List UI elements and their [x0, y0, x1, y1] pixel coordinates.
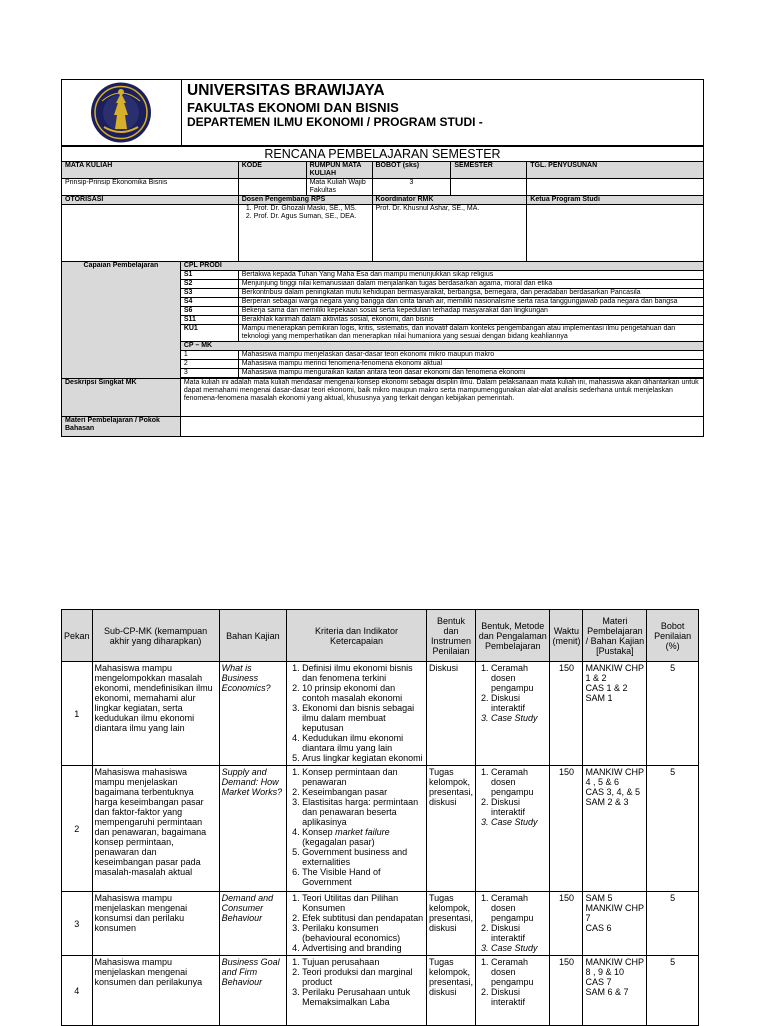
- bahan-kajian: Business Goal and Firm Behaviour: [219, 956, 286, 1026]
- logo-cell: [62, 80, 182, 145]
- bobot-value: 5: [647, 766, 699, 892]
- bahan-kajian-header: Bahan Kajian: [219, 610, 286, 662]
- rumpun-header: RUMPUN MATA KULIAH: [306, 162, 372, 179]
- department-name: DEPARTEMEN ILMU EKONOMI / PROGRAM STUDI -: [187, 115, 483, 129]
- kriteria-item: 3. Perilaku konsumen (behavioural economics): [302, 923, 424, 943]
- kriteria-item: 5. Arus lingkar kegiatan ekonomi: [302, 753, 424, 763]
- cpmk-text: Mahasiswa mampu menguraikan kaitan antara teori dasar ekonomi dan fenomena ekonomi: [238, 369, 703, 378]
- week-number: 4: [62, 956, 93, 1026]
- deskripsi-text: Mata kuliah ini adalah mata kuliah mendasar mengenai konsep ekonomi sebagai disiplin ilmu. Dalam pelaksanaan mata kuliah ini, mahasiswa akan dihantarkan untuk dapat memahami mengenai dasar-dasar teori ekonomi, baik mikro maupun makro serta mampumenggunakan alat-alat analisis sederhana untuk menjelaskan fenomena-fenomena masalah ekonomi yang aktual, khususnya yang terkait dengan kebijakan pemerintah.: [180, 379, 703, 417]
- cpmk-text: Mahasiswa mampu merinci fenomena-fenomena ekonomi aktual: [238, 360, 703, 369]
- materi-pustaka: MANKIW CHP 1 & 2 CAS 1 & 2 SAM 1: [583, 662, 647, 766]
- cpl-code: S6: [180, 307, 238, 316]
- cpl-text: Berakhlak karimah dalam aktivitas sosial, ekonomi, dan bisnis: [238, 316, 703, 325]
- waktu-value: 150: [550, 766, 583, 892]
- kriteria-list: [287, 766, 427, 892]
- cpl-code: S4: [180, 298, 238, 307]
- bobot-value: 3: [372, 179, 451, 196]
- table-row: [62, 956, 699, 1026]
- sub-cpmk: Mahasiswa mampu mengelompokkan masalah ekonomi, mendefinisikan ilmu ekonomi, memahami alur lingkar kegiatan, serta kedudukan ilmu ekonomi diantara ilmu yang lain: [92, 662, 219, 766]
- kriteria-item: 1. Konsep permintaan dan penawaran: [302, 767, 424, 787]
- deskripsi-label: Deskripsi Singkat MK: [62, 379, 181, 417]
- waktu-value: 150: [550, 956, 583, 1026]
- metode-item: 2. Diskusi interaktif: [491, 693, 547, 713]
- mata-kuliah-header: MATA KULIAH: [62, 162, 239, 179]
- metode-list: [475, 766, 549, 892]
- kode-header: KODE: [238, 162, 306, 179]
- bentuk-penilaian: Tugas kelompok, presentasi, diskusi: [426, 892, 475, 956]
- sub-cpmk: Mahasiswa mahasiswa mampu menjelaskan bagaimana terbentuknya harga keseimbangan pasar dan faktor-faktor yang mempengaruhi permintaan dan penawaran, bagaimana konsep permintaan, penawaran dan keseimbangan pasar pada masalah-masalah aktual: [92, 766, 219, 892]
- cpl-code: S11: [180, 316, 238, 325]
- semester-header: SEMESTER: [451, 162, 527, 179]
- kriteria-list: [287, 662, 427, 766]
- metode-list: [475, 892, 549, 956]
- metode-item: 1. Ceramah dosen pengampu: [491, 767, 547, 797]
- bahan-kajian: Demand and Consumer Behaviour: [219, 892, 286, 956]
- waktu-header: Waktu (menit): [550, 610, 583, 662]
- rumpun-value: Mata Kuliah Wajib Fakultas: [306, 179, 372, 196]
- bobot-value: 5: [647, 892, 699, 956]
- metode-item: 1. Ceramah dosen pengampu: [491, 957, 547, 987]
- kriteria-text: Konsep: [302, 827, 336, 837]
- koordinator-header: Koordinator RMK: [372, 196, 527, 205]
- kode-value: [238, 179, 306, 196]
- mata-kuliah-value: Prinsip-Prinsip Ekonomika Bisnis: [62, 179, 239, 196]
- document-header: [61, 79, 704, 146]
- pekan-header: Pekan: [62, 610, 93, 662]
- otorisasi-label: OTORISASI: [62, 196, 239, 205]
- kriteria-item: 1. Tujuan perusahaan: [302, 957, 424, 967]
- cpmk-text: Mahasiswa mampu menjelaskan dasar-dasar teori ekonomi mikro maupun makro: [238, 351, 703, 360]
- kriteria-item: 1. Teori Utilitas dan Pilihan Konsumen: [302, 893, 424, 913]
- table-row: [62, 892, 699, 956]
- kriteria-header: Kriteria dan Indikator Ketercapaian: [287, 610, 427, 662]
- kriteria-item: 3. Elastisitas harga: permintaan dan penawaran beserta aplikasinya: [302, 797, 424, 827]
- bentuk-penilaian: Tugas kelompok, presentasi, diskusi: [426, 956, 475, 1026]
- week-number: 2: [62, 766, 93, 892]
- dosen-pengembang-list: [238, 205, 372, 262]
- kriteria-item: 3. Perilaku Perusahaan untuk Memaksimalkan Laba: [302, 987, 424, 1007]
- kaprodi-header: Ketua Program Studi: [527, 196, 704, 205]
- metode-item: 3. Case Study: [491, 943, 547, 953]
- rps-title: RENCANA PEMBELAJARAN SEMESTER: [62, 147, 704, 162]
- cpl-text: Menjunjung tinggi nilai kemanusiaan dalam menjalankan tugas berdasarkan agama, moral dan etika: [238, 280, 703, 289]
- kriteria-item: 4. Advertising and branding: [302, 943, 424, 953]
- cpl-text: Bekerja sama dan memiliki kepekaan sosial serta kepedulian terhadap masyarakat dan lingkungan: [238, 307, 703, 316]
- metode-list: [475, 662, 549, 766]
- dosen-name: 1. Prof. Dr. Ghozali Maski, SE., MS.: [254, 205, 369, 213]
- bobot-value: 5: [647, 956, 699, 1026]
- table-row: [62, 662, 699, 766]
- cpl-text: Mampu menerapkan pemikiran logis, kritis, sistematis, dan inovatif dalam konteks pengembangan atau implementasi ilmu pengetahuan dan teknologi yang memperhatikan dan menerapkan nilai humaniora yang sesuai dengan bidang keahliannya: [238, 325, 703, 342]
- semester-value: [451, 179, 527, 196]
- tgl-value: [527, 179, 704, 196]
- metode-item: 1. Ceramah dosen pengampu: [491, 663, 547, 693]
- bahan-kajian: What is Business Economics?: [219, 662, 286, 766]
- sub-cpmk: Mahasiswa mampu menjelaskan mengenai konsumsi dan perilaku konsumen: [92, 892, 219, 956]
- kriteria-item: 1. Definisi ilmu ekonomi bisnis dan fenomena terkini: [302, 663, 424, 683]
- otorisasi-blank: [62, 205, 239, 262]
- kriteria-text: (kegagalan pasar): [302, 837, 375, 847]
- cpl-code: KU1: [180, 325, 238, 342]
- bobot-header: BOBOT (sks): [372, 162, 451, 179]
- cpl-code: S3: [180, 289, 238, 298]
- materi-header: Materi Pembelajaran / Bahan Kajian [Pustaka]: [583, 610, 647, 662]
- kriteria-item: 3. Ekonomi dan bisnis sebagai ilmu dalam membuat keputusan: [302, 703, 424, 733]
- cpmk-code: 2: [180, 360, 238, 369]
- waktu-value: 150: [550, 662, 583, 766]
- metode-item: 3. Case Study: [491, 713, 547, 723]
- tgl-penyusunan-header: TGL. PENYUSUNAN: [527, 162, 704, 179]
- metode-item: 2. Diskusi interaktif: [491, 987, 547, 1007]
- kriteria-item: [302, 827, 424, 847]
- cpmk-label: CP – MK: [180, 342, 703, 351]
- week-number: 1: [62, 662, 93, 766]
- cpmk-code: 3: [180, 369, 238, 378]
- subcpmk-header: Sub-CP-MK (kemampuan akhir yang diharapkan): [92, 610, 219, 662]
- koordinator-name: Prof. Dr. Khusnul Ashar, SE., MA.: [372, 205, 527, 262]
- metode-item: 3. Case Study: [491, 817, 547, 827]
- dosen-name: 2. Prof. Dr. Agus Suman, SE., DEA.: [254, 213, 369, 221]
- bobot-value: 5: [647, 662, 699, 766]
- kriteria-item: 4. Kedudukan ilmu ekonomi diantara ilmu yang lain: [302, 733, 424, 753]
- sub-cpmk: Mahasiswa mampu menjelaskan mengenai konsumen dan perilakunya: [92, 956, 219, 1026]
- kriteria-item: 5. Government business and externalities: [302, 847, 424, 867]
- kriteria-item: 2. Efek subtitusi dan pendapatan: [302, 913, 424, 923]
- cpl-code: S1: [180, 271, 238, 280]
- university-name: UNIVERSITAS BRAWIJAYA: [187, 82, 385, 99]
- cpl-prodi-label: CPL PRODI: [180, 262, 703, 271]
- bahan-kajian: Supply and Demand: How Market Works?: [219, 766, 286, 892]
- university-seal-icon: [68, 81, 174, 144]
- week-number: 3: [62, 892, 93, 956]
- metode-header: Bentuk, Metode dan Pengalaman Pembelajaran: [475, 610, 549, 662]
- bentuk-header: Bentuk dan Instrumen Penilaian: [426, 610, 475, 662]
- cpl-code: S2: [180, 280, 238, 289]
- cpl-text: Berkontribusi dalam peningkatan mutu kehidupan bermasyarakat, berbangsa, bernegara, dan peradaban berdasarkan Pancasila: [238, 289, 703, 298]
- kriteria-list: [287, 892, 427, 956]
- materi-value: [180, 417, 703, 437]
- materi-pustaka: SAM 5 MANKIW CHP 7 CAS 6: [583, 892, 647, 956]
- rps-table: [61, 146, 704, 437]
- kriteria-list: [287, 956, 427, 1026]
- bentuk-penilaian: Diskusi: [426, 662, 475, 766]
- metode-item: 2. Diskusi interaktif: [491, 923, 547, 943]
- kaprodi-signature: [527, 205, 704, 262]
- kriteria-item: 2. 10 prinsip ekonomi dan contoh masalah ekonomi: [302, 683, 424, 703]
- table-row: [62, 766, 699, 892]
- capaian-label: Capaian Pembelajaran: [62, 262, 181, 379]
- cpl-text: Bertakwa kepada Tuhan Yang Maha Esa dan mampu menunjukkan sikap religius: [238, 271, 703, 280]
- materi-pustaka: MANKIW CHP 4 , 5 & 6 CAS 3, 4, & 5 SAM 2 & 3: [583, 766, 647, 892]
- bentuk-penilaian: Tugas kelompok, presentasi, diskusi: [426, 766, 475, 892]
- kriteria-item: 6. The Visible Hand of Government: [302, 867, 424, 887]
- dosen-pengembang-header: Dosen Pengembang RPS: [238, 196, 372, 205]
- waktu-value: 150: [550, 892, 583, 956]
- faculty-name: FAKULTAS EKONOMI DAN BISNIS: [187, 100, 399, 115]
- kriteria-item: 2. Teori produksi dan marginal product: [302, 967, 424, 987]
- materi-pustaka: MANKIW CHP 8 , 9 & 10 CAS 7 SAM 6 & 7: [583, 956, 647, 1026]
- weekly-plan-table: [61, 609, 699, 1026]
- cpmk-code: 1: [180, 351, 238, 360]
- bobot-header: Bobot Penilaian (%): [647, 610, 699, 662]
- metode-item: 2. Diskusi interaktif: [491, 797, 547, 817]
- kriteria-text: market failure: [335, 827, 390, 837]
- cpl-text: Berperan sebagai warga negara yang bangga dan cinta tanah air, memiliki nasionalisme serta rasa tanggungjawab pada negara dan bangsa: [238, 298, 703, 307]
- kriteria-item: 2. Keseimbangan pasar: [302, 787, 424, 797]
- materi-label: Materi Pembelajaran / Pokok Bahasan: [62, 417, 181, 437]
- metode-list: [475, 956, 549, 1026]
- metode-item: 1. Ceramah dosen pengampu: [491, 893, 547, 923]
